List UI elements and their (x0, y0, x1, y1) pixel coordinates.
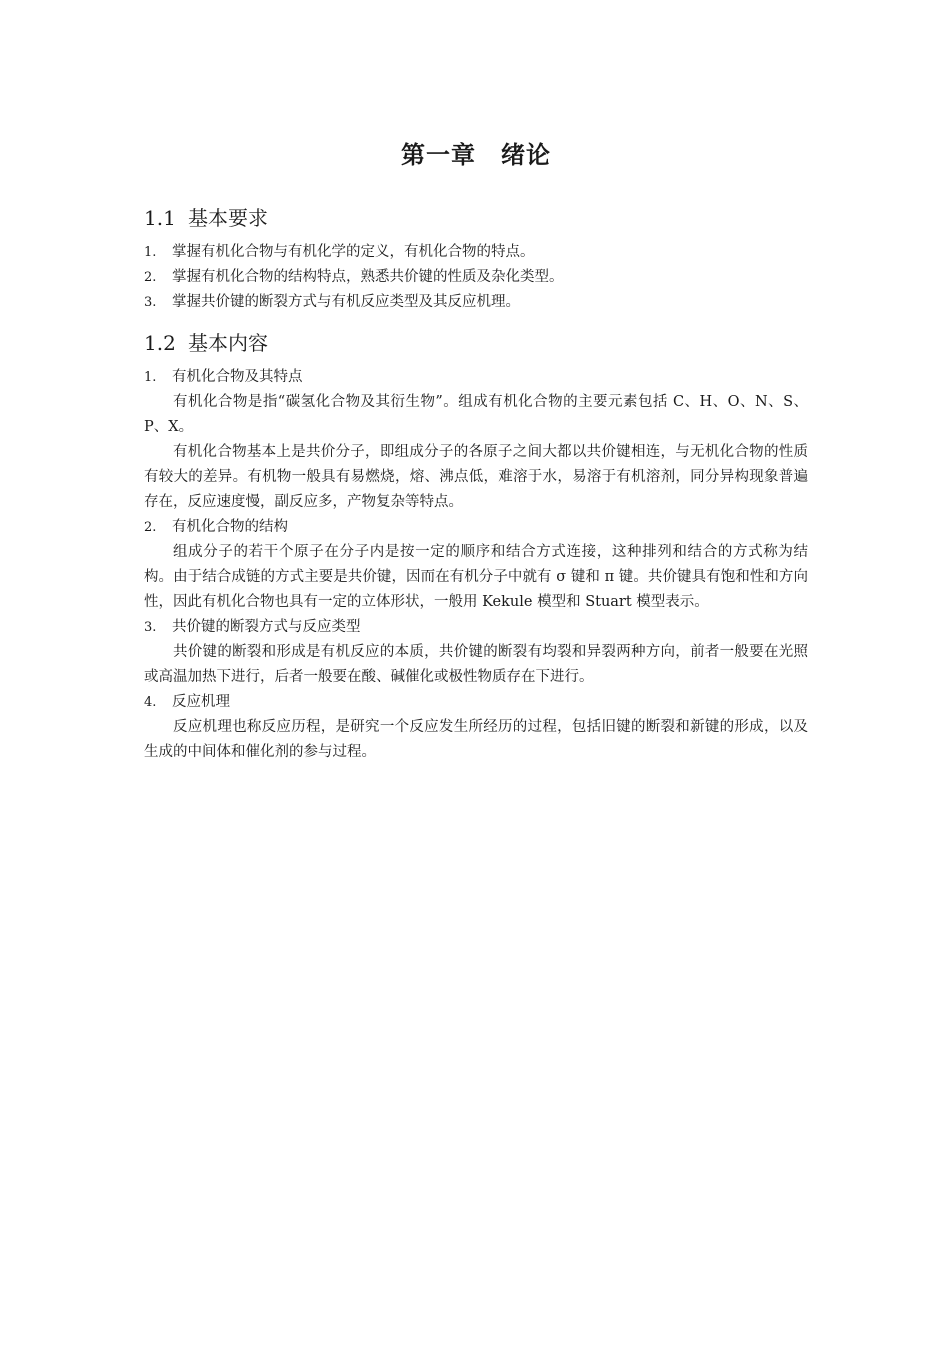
list-item-text: 掌握有机化合物的结构特点，熟悉共价键的性质及杂化类型。 (172, 269, 564, 285)
subsection-heading (144, 690, 808, 715)
list-item-index: 2. (144, 270, 157, 285)
subsection-index: 1. (144, 370, 157, 385)
section-heading-content (144, 327, 808, 359)
list-item (144, 240, 808, 265)
subsection-title: 反应机理 (172, 694, 230, 710)
subsection-index: 2. (144, 520, 157, 535)
paragraph: 有机化合物是指“碳氢化合物及其衍生物”。组成有机化合物的主要元素包括 C、H、O、N、S、P、X。 (144, 394, 808, 435)
subsection-title: 有机化合物的结构 (172, 519, 288, 535)
list-item-text: 掌握有机化合物与有机化学的定义，有机化合物的特点。 (172, 244, 535, 260)
requirements-list (144, 240, 808, 315)
subsection-title: 有机化合物及其特点 (172, 369, 303, 385)
section-title: 基本要求 (188, 206, 268, 230)
list-item-text: 掌握共价键的断裂方式与有机反应类型及其反应机理。 (172, 294, 520, 310)
subsection-index: 3. (144, 620, 157, 635)
list-item-index: 1. (144, 245, 157, 260)
section-title: 基本内容 (188, 331, 268, 355)
section-heading-requirements (144, 202, 808, 234)
subsection-heading (144, 365, 808, 390)
subsection-heading (144, 515, 808, 540)
paragraph: 共价键的断裂和形成是有机反应的本质，共价键的断裂有均裂和异裂两种方向，前者一般要在光照或高温加热下进行，后者一般要在酸、碱催化或极性物质存在下进行。 (144, 644, 808, 685)
section-number: 1.1 (144, 206, 176, 230)
paragraph: 反应机理也称反应历程，是研究一个反应发生所经历的过程，包括旧键的断裂和新键的形成，以及生成的中间体和催化剂的参与过程。 (144, 719, 808, 760)
subsection-index: 4. (144, 695, 157, 710)
subsection-structure (144, 515, 808, 615)
list-item (144, 290, 808, 315)
subsection-mechanism (144, 690, 808, 765)
paragraph: 组成分子的若干个原子在分子内是按一定的顺序和结合方式连接，这种排列和结合的方式称为结构。由于结合成链的方式主要是共价键，因而在有机分子中就有 σ 键和 π 键。共价键具有饱和性和方向性，因此有机化合物也具有一定的立体形状，一般用 Kekule 模型和 Stuart 模型表示。 (144, 544, 808, 610)
paragraph: 有机化合物基本上是共价分子，即组成分子的各原子之间大都以共价键相连，与无机化合物的性质有较大的差异。有机物一般具有易燃烧，熔、沸点低，难溶于水，易溶于有机溶剂，同分异构现象普遍存在，反应速度慢，副反应多，产物复杂等特点。 (144, 444, 808, 510)
section-number: 1.2 (144, 331, 176, 355)
page-content (144, 130, 808, 765)
subsection-heading (144, 615, 808, 640)
list-item (144, 265, 808, 290)
subsection-bond-cleavage (144, 615, 808, 690)
subsection-title: 共价键的断裂方式与反应类型 (172, 619, 361, 635)
chapter-title: 第一章 绪论 (401, 140, 551, 169)
subsection-organic-compounds (144, 365, 808, 515)
list-item-index: 3. (144, 295, 157, 310)
